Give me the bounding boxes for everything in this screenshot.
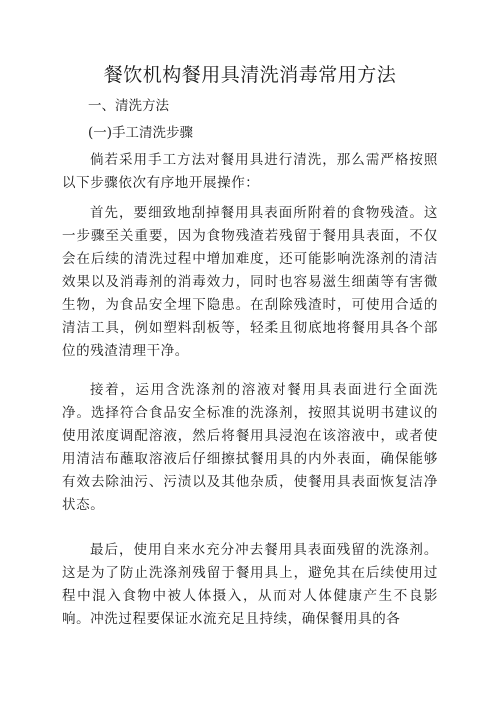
paragraph-line: 清洁工具，例如塑料刮板等，轻柔且彻底地将餐用具各个部 [62, 320, 438, 336]
paragraph-line: 最后，使用自来水充分冲去餐用具表面残留的洗涤剂。 [90, 542, 438, 558]
paragraph-line: 接着，运用含洗涤剂的溶液对餐用具表面进行全面洗 [90, 382, 438, 398]
paragraph-line: 状态。 [62, 497, 105, 513]
paragraph-line: 首先，要细致地刮掉餐用具表面所附着的食物残渣。这 [90, 205, 438, 221]
paragraph-line: 生物，为食品安全埋下隐患。在刮除残渣时，可使用合适的 [62, 297, 438, 313]
paragraph-line: 一步骤至关重要，因为食物残渣若残留于餐用具表面，不仅 [62, 228, 438, 244]
paragraph-line: 有效去除油污、污渍以及其他杂质，使餐用具表面恢复洁净 [62, 474, 438, 490]
paragraph-line: 这是为了防止洗涤剂残留于餐用具上，避免其在后续使用过 [62, 565, 438, 581]
paragraph-line: 净。选择符合食品安全标准的洗涤剂，按照其说明书建议的 [62, 405, 438, 421]
paragraph-line: 用清洁布蘸取溶液后仔细擦拭餐用具的内外表面，确保能够 [62, 451, 438, 467]
paragraph-line: 倘若采用手工方法对餐用具进行清洗，那么需严格按照 [90, 152, 438, 168]
paragraph-line: 响。冲洗过程要保证水流充足且持续，确保餐用具的各 [62, 611, 401, 627]
subsection-heading: (一)手工清洗步骤 [88, 125, 194, 141]
paragraph-line: 效果以及消毒剂的消毒效力，同时也容易滋生细菌等有害微 [62, 274, 438, 290]
paragraph-line: 以下步骤依次有序地开展操作： [62, 175, 260, 191]
paragraph-line: 使用浓度调配溶液，然后将餐用具浸泡在该溶液中，或者使 [62, 428, 438, 444]
paragraph-line: 程中混入食物中被人体摄入，从而对人体健康产生不良影 [62, 588, 438, 604]
section-heading: 一、清洗方法 [88, 98, 169, 114]
document-title: 餐饮机构餐用具清洗消毒常用方法 [103, 64, 397, 86]
paragraph-line: 位的残渣清理干净。 [62, 343, 189, 359]
paragraph-line: 会在后续的清洗过程中增加难度，还可能影响洗涤剂的清洁 [62, 251, 438, 267]
